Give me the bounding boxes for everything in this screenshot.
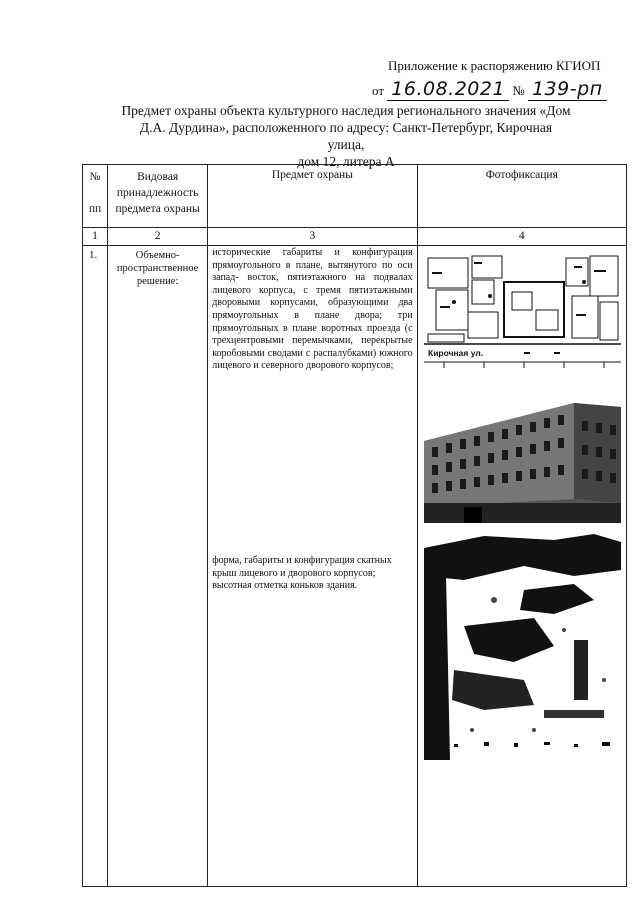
col-number: 4	[417, 228, 626, 246]
column-number-row	[83, 228, 627, 246]
title-line-3: дом 12, литера А	[297, 154, 395, 169]
header-subject: Предмет охраны	[208, 165, 417, 228]
protection-table	[82, 164, 627, 887]
order-number: 139-рп	[528, 78, 607, 101]
title-line-1: Предмет охраны объекта культурного наследия регионального значения «Дом	[121, 103, 571, 118]
facade-photo	[424, 381, 621, 523]
appendix-caption: Приложение к распоряжению КГИОП	[388, 58, 601, 73]
header-photo: Фотофиксация	[417, 165, 626, 228]
subject-text-2: форма, габариты и конфигурация скатных крыш лицевого и дворового корпусов; высотная отметка коньков здания.	[212, 554, 392, 592]
order-from-label: от	[372, 83, 385, 98]
header-view: Видовая принадлежность предмета охраны	[108, 165, 208, 228]
row-number: 1.	[89, 249, 98, 261]
subject-text-1: исторические габариты и конфигурация прямоугольного в плане, вытянутого по оси запад- восток, пятиэтажного на подвалах лицевого корпуса, с тремя пятиэтажными дворовыми корпусами, образующими два прямоугольных в плане двора; три прямоугольных в плане воротных проезда (с трехцентровыми перемычками, перекрытые коробовыми сводами с распалубками) южного лицевого и северного дворового корпусов;	[212, 247, 413, 372]
col-number: 2	[108, 228, 208, 246]
site-plan-image	[424, 252, 621, 370]
col-number: 3	[208, 228, 417, 246]
row-view-type: Объемно-пространственное решение:	[116, 250, 199, 287]
col-number: 1	[83, 228, 108, 246]
header-num: № пп	[83, 165, 108, 228]
table-row	[83, 246, 627, 887]
order-number-label: №	[512, 83, 525, 98]
map-street-label: Кирочная ул.	[427, 348, 483, 358]
order-date: 16.08.2021	[387, 78, 509, 101]
document-title	[120, 102, 572, 170]
roof-aerial-photo	[424, 530, 621, 765]
title-line-2: Д.А. Дурдина», расположенного по адресу: Санкт-Петербург, Кирочная улица,	[139, 120, 553, 152]
photo-column	[418, 246, 626, 886]
table-header-row	[83, 165, 627, 228]
order-line	[372, 78, 607, 101]
